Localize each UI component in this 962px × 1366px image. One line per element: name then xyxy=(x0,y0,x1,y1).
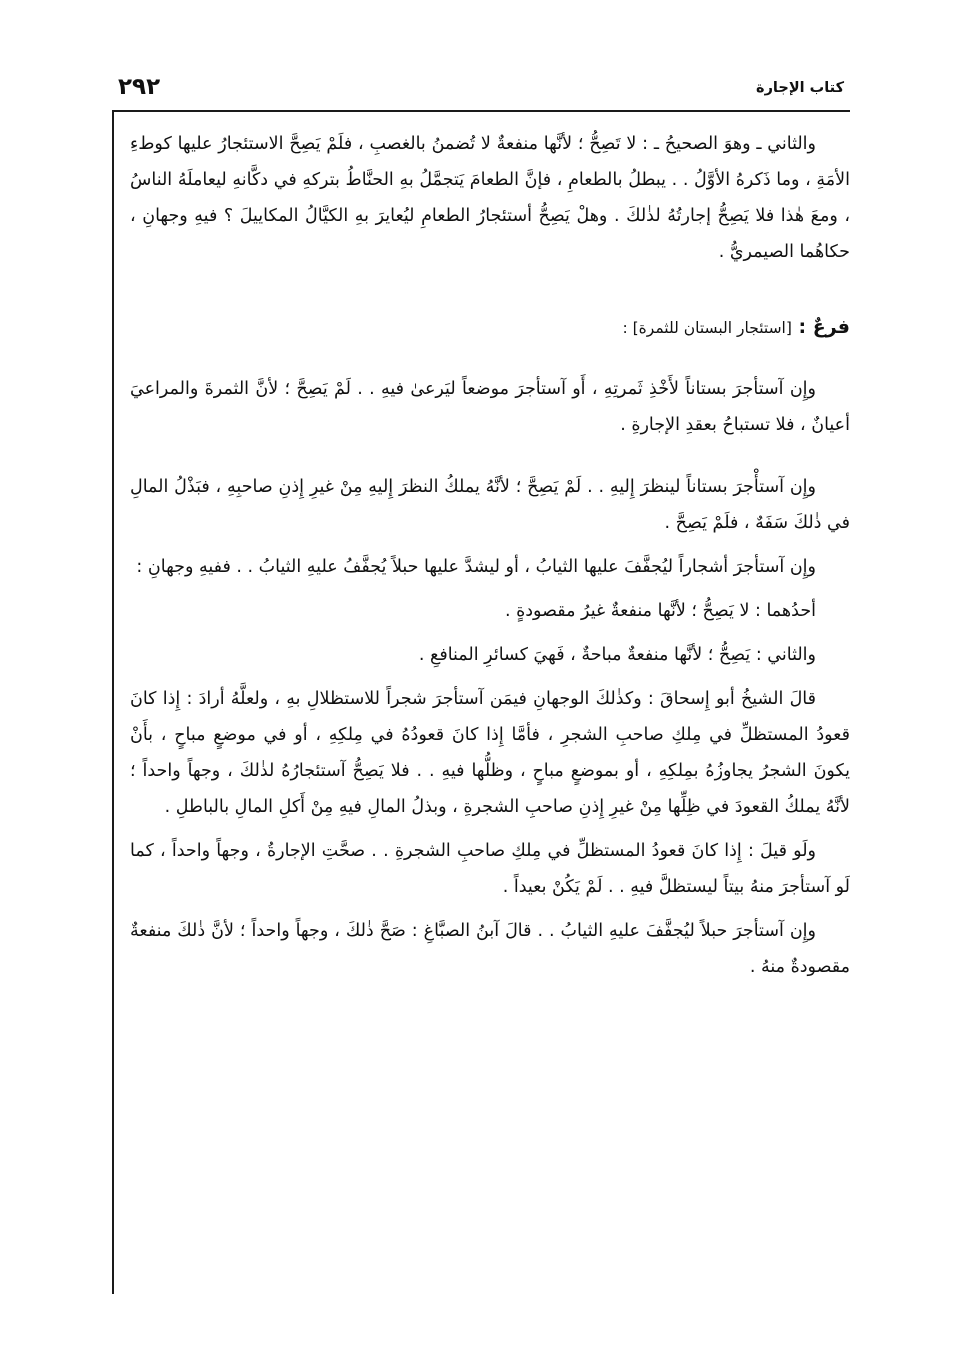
page-header xyxy=(112,74,850,112)
section-heading-topic: [استئجار البستان للثمرة] : xyxy=(622,319,792,337)
page-body xyxy=(130,126,850,985)
paragraph-8: ولَو قيلَ : إِذا كانَ قعودُ المستظلِّ في مِلكِ صاحبِ الشجرةِ . . صحَّتِ الإجارةُ ، وجهاً واحداً ، كما لَو آستأجرَ منهُ بيتاً ليستظلَّ فيهِ . . لَمْ يَكُنْ بعيداً . xyxy=(130,841,850,897)
margin-rule xyxy=(112,112,114,1294)
spacer xyxy=(130,443,850,469)
paragraph-4: وإِن آستأجرَ أشجاراً ليُجفَّفَ عليها الثيابُ ، أو ليشدَّ عليها حبلاً يُجفَّفُ عليهِ الثيابُ . . ففيهِ وجهانِ : xyxy=(136,557,816,577)
paragraph-5: أحدُهما : لا يَصِحُّ ؛ لأنَّها منفعةٌ غيرُ مقصودةٍ . xyxy=(504,601,816,621)
spacer xyxy=(130,629,850,637)
spacer xyxy=(130,673,850,681)
page-number: ٢٩٢ xyxy=(118,74,161,100)
header-divider xyxy=(112,110,850,112)
spacer xyxy=(130,585,850,593)
paragraph-6: والثاني : يَصِحُّ ؛ لأنَّها منفعةٌ مباحةٌ ، فَهيَ كسائرِ المنافعِ . xyxy=(418,645,816,665)
spacer xyxy=(130,345,850,371)
paragraph-1: والثاني ـ وهوَ الصحيحُ ـ : لا تَصِحُّ ؛ لأنَّها منفعةٌ لا تُضمنُ بالغصبِ ، فلَمْ يَصِحَّ الاستئجارُ عليها كوطءِ الأمَةِ ، وما ذَكرهُ الأوَّلُ . . يبطلُ بالطعامِ ، فإنَّ الطعامَ يَتجمَّلُ بهِ الحنَّاطُ بتركهِ في دكَّانهِ ليعاملَهُ الناسُ ، ومعَ هٰذا فلا يَصِحُّ إجارتُهُ لذٰلكَ . وهلْ يَصِحُّ أستئجارُ الطعامِ ليُعايرَ بهِ الكيَّالُ المكاييلَ ؟ فيهِ وجهانِ ، حكاهُما الصيمريُّ . xyxy=(130,134,850,262)
paragraph-2: وإِن آستأجرَ بستاناً لأَخْذِ ثَمرتِهِ ، أَو آستأجرَ موضعاً ليَرعىٰ فيهِ . . لَمْ يَصِحَّ ؛ لأنَّ الثمرةَ والمراعيَ أعيانٌ ، فلا تستباحُ بعقدِ الإجارةِ . xyxy=(130,379,850,435)
section-heading xyxy=(130,310,850,345)
paragraph-3: وإِن آستأْجرَ بستاناً لينظرَ إِليهِ . . لَمْ يَصِحَّ ؛ لأنَّهُ يملكُ النظرَ إِليهِ مِنْ غيرِ إِذنِ صاحبِهِ ، فبَذْلُ المالِ في ذٰلكَ سَفَهٌ ، فلَمْ يَصِحَّ . xyxy=(130,477,850,533)
spacer xyxy=(130,825,850,833)
book-title: كتاب الإجارة xyxy=(756,80,844,96)
spacer xyxy=(130,270,850,310)
spacer xyxy=(130,905,850,913)
section-heading-label: فرعٌ xyxy=(812,316,850,338)
section-heading-colon: : xyxy=(791,316,813,338)
spacer xyxy=(130,541,850,549)
paragraph-9: وإِن آستأجرَ حبلاً ليُجفَّفَ عليهِ الثيابُ . . قالَ آبنُ الصبَّاغِ : صَحَّ ذٰلكَ ، وجهاً واحداً ؛ لأنَّ ذٰلكَ منفعةٌ مقصودةٌ منهُ . xyxy=(130,921,850,977)
paragraph-7: قالَ الشيخُ أبو إِسحاقَ : وكذٰلكَ الوجهانِ فيمَن آستأجرَ شجراً للاستظلالِ بهِ ، ولعلَّهُ أرادَ : إِذا كانَ قعودُ المستظلِّ في مِلكِ صاحبِ الشجرِ ، فأمَّا إِذا كانَ قعودُهُ في مِلكِهِ ، أو في موضعٍ مباحٍ ، بأَنْ يكونَ الشجرُ يجاوزُهُ بمِلكِهِ ، أو بموضعٍ مباحٍ ، وظلُّها فيهِ . . فلا يَصِحُّ آستئجارُهُ لذٰلكَ ، وجهاً واحداً ؛ لأنَّهُ يملكُ القعودَ في ظِلِّها مِنْ غيرِ إِذنِ صاحبِ الشجرةِ ، وبذلُ المالِ فيهِ مِنْ أَكلِ المالِ بالباطلِ . xyxy=(130,689,850,817)
